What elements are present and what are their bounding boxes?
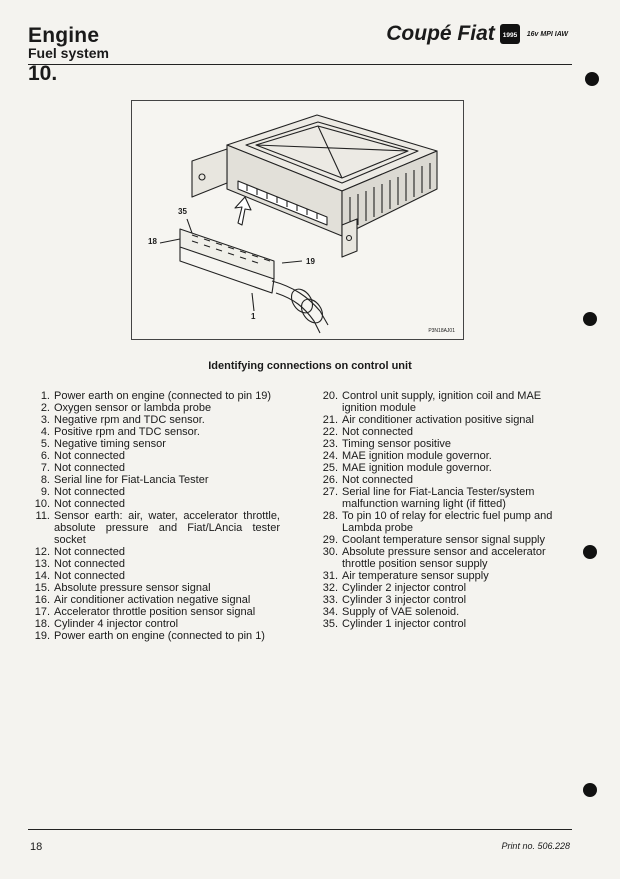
list-item: 35. Cylinder 1 injector control	[322, 618, 467, 630]
section-title: Engine	[28, 24, 100, 47]
control-unit-figure	[131, 100, 464, 340]
brand-tag: 16v MPI IAW	[526, 30, 568, 38]
binder-hole	[585, 72, 599, 86]
list-item: 13. Not connected	[34, 558, 125, 570]
header-rule	[28, 64, 572, 65]
list-item: 7. Not connected	[40, 462, 125, 474]
list-item: 12. Not connected	[34, 546, 125, 558]
figure-caption: Identifying connections on control unit	[208, 360, 412, 372]
connection-list-right	[318, 390, 570, 630]
binder-hole	[583, 545, 597, 559]
list-item: 28. To pin 10 of relay for electric fuel pump and Lambda probe	[322, 510, 553, 534]
list-item: 2. Oxygen sensor or lambda probe	[40, 402, 212, 414]
print-number: Print no. 506.228	[501, 841, 570, 851]
callout-label: 1	[251, 312, 256, 321]
list-item: 19. Power earth on engine (connected to pin 1)	[34, 630, 265, 642]
footer-rule	[28, 829, 572, 830]
list-item: 8. Serial line for Fiat-Lancia Tester	[40, 474, 209, 486]
list-item: 27. Serial line for Fiat-Lancia Tester/system malfunction warning light (if fitted)	[322, 486, 535, 510]
list-item: 24. MAE ignition module governor.	[322, 450, 492, 462]
list-item: 26. Not connected	[322, 474, 413, 486]
list-item: 20. Control unit supply, ignition coil and MAE ignition module	[322, 390, 542, 414]
list-item: 31. Air temperature sensor supply	[322, 570, 489, 582]
list-item: 4. Positive rpm and TDC sensor.	[40, 426, 200, 438]
fiat-logo-icon	[499, 23, 521, 45]
list-item: 14. Not connected	[34, 570, 125, 582]
callout-label: 35	[178, 207, 187, 216]
page-number: 18	[30, 841, 43, 853]
list-item: 18. Cylinder 4 injector control	[34, 618, 179, 630]
callout-label: 18	[148, 237, 157, 246]
list-item: 3. Negative rpm and TDC sensor.	[40, 414, 205, 426]
list-item: 23. Timing sensor positive	[322, 438, 452, 450]
brand-name: Coupé Fiat	[386, 22, 495, 45]
brand-block	[386, 22, 568, 46]
list-item: 17. Accelerator throttle position sensor signal	[34, 606, 256, 618]
list-item: 30. Absolute pressure sensor and accelerator throttle position sensor supply	[322, 546, 546, 570]
list-item: 16. Air conditioner activation negative signal	[34, 594, 251, 606]
list-item: 22. Not connected	[322, 426, 413, 438]
callout-label: 19	[306, 257, 315, 266]
list-item: 5. Negative timing sensor	[40, 438, 166, 450]
binder-hole	[583, 312, 597, 326]
list-item: 1. Power earth on engine (connected to pin 19)	[40, 390, 272, 402]
brand-logo-text: 1995	[502, 32, 517, 39]
list-item: 21. Air conditioner activation positive signal	[322, 414, 534, 426]
connection-list-left	[30, 390, 280, 642]
list-item: 25. MAE ignition module governor.	[322, 462, 492, 474]
list-item: 33. Cylinder 3 injector control	[322, 594, 467, 606]
page-section-number: 10.	[28, 62, 58, 85]
list-item: 9. Not connected	[40, 486, 125, 498]
subsection-title: Fuel system	[28, 45, 109, 61]
list-item: 11. Sensor earth: air, water, accelerator throttle, absolute pressure and Fiat/LAncia tester socket	[35, 510, 280, 546]
binder-hole	[583, 783, 597, 797]
list-item: 10. Not connected	[34, 498, 125, 510]
list-item: 32. Cylinder 2 injector control	[322, 582, 467, 594]
control-unit-illustration	[132, 101, 463, 339]
list-item: 29. Coolant temperature sensor signal supply	[322, 534, 546, 546]
list-item: 34. Supply of VAE solenoid.	[322, 606, 460, 618]
figure-code: P3N18AJ01	[428, 328, 455, 334]
list-item: 6. Not connected	[40, 450, 125, 462]
list-item: 15. Absolute pressure sensor signal	[34, 582, 211, 594]
